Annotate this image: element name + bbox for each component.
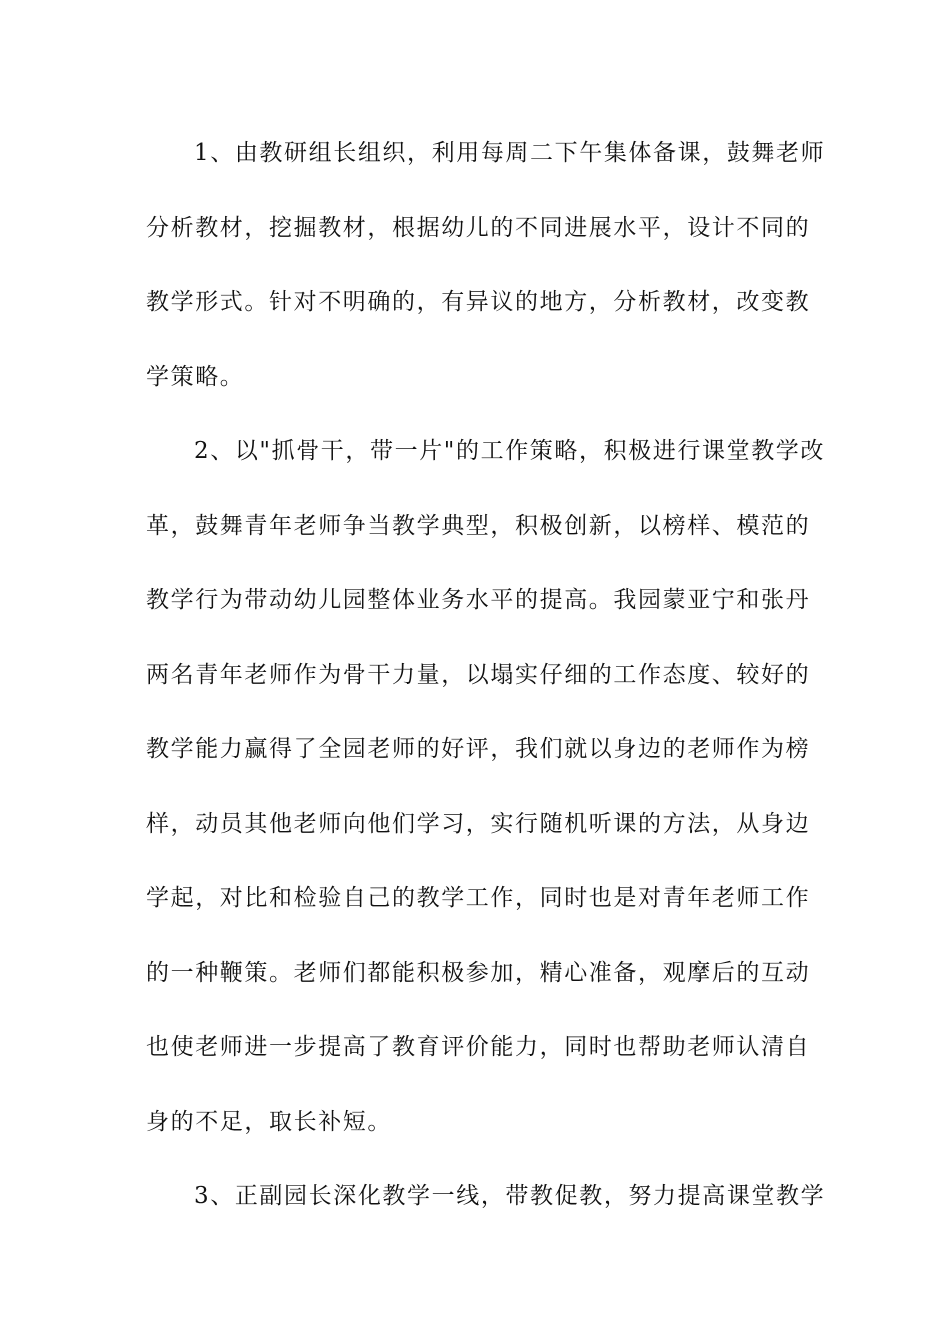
text-line: 教学形式。针对不明确的，有异议的地方，分析教材，改变教 [146,289,811,315]
text-line: 两名青年老师作为骨干力量，以塌实仔细的工作态度、较好的 [146,661,811,688]
text-line: 教学行为带动幼儿园整体业务水平的提高。我园蒙亚宁和张丹 [146,587,811,613]
text-line: 革，鼓舞青年老师争当教学典型，积极创新，以榜样、模范的 [146,512,811,539]
paragraph-3 [146,1169,826,1244]
text-line: 样，动员其他老师向他们学习，实行随机听课的方法，从身边 [146,810,811,837]
text-line: 也使老师进一步提高了教育评价能力，同时也帮助老师认清自 [146,1034,811,1060]
text-line: 2、以"抓骨干，带一片"的工作策略，积极进行课堂教学改 [194,438,825,464]
text-line: 教学能力赢得了全园老师的好评，我们就以身边的老师作为榜 [146,736,811,762]
paragraph-1 [146,126,826,424]
paragraph-2 [146,424,825,1169]
text-line: 身的不足，取长补短。 [146,1108,392,1135]
body-text [146,126,826,1244]
text-line: 1、由教研组长组织，利用每周二下午集体备课，鼓舞老师 [194,140,826,166]
text-line: 的一种鞭策。老师们都能积极参加，精心准备，观摩后的互动 [146,959,811,986]
text-line: 3、正副园长深化教学一线，带教促教，努力提高课堂教学 [194,1183,826,1209]
text-line: 学策略。 [146,363,245,390]
text-line: 分析教材，挖掘教材，根据幼儿的不同进展水平，设计不同的 [146,214,811,241]
text-line: 学起，对比和检验自己的教学工作，同时也是对青年老师工作 [146,885,811,911]
